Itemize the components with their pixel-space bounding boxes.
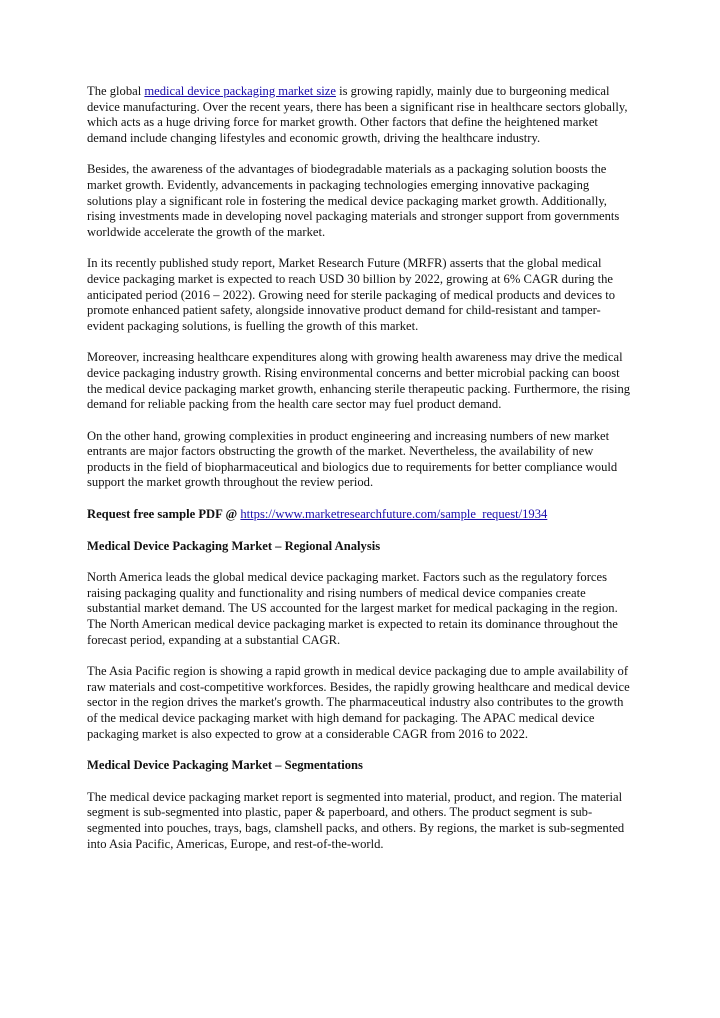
sample-request-line xyxy=(87,507,635,523)
paragraph-segmentation: The medical device packaging market report is segmented into material, product, and region. The material segment is sub-segmented into plastic, paper & paperboard, and others. The product segment is sub-segmented into pouches, trays, bags, clamshell packs, and others. By regions, the market is sub-segmented into Asia Pacific, Americas, Europe, and rest-of-the-world. xyxy=(87,789,625,851)
intro-text-after: is growing rapidly, mainly due to burgeoning medical device manufacturing. Over the recent years, there has been a significant rise in healthcare sectors globally, which acts as a huge driving force for market growth. Other factors that define the heightened market demand include changing lifestyles and economic growth, driving the healthcare industry. xyxy=(87,84,628,145)
market-size-link[interactable]: medical device packaging market size xyxy=(144,84,336,98)
intro-text-before: The global xyxy=(87,84,145,98)
paragraph-asia-pacific: The Asia Pacific region is showing a rapid growth in medical device packaging due to ample availability of raw materials and cost-competitive workforces. Besides, the rapidly growing healthcare and medical device sector in the region drives the market's growth. The pharmaceutical industry also contributes to the growth of the medical device packaging market with high demand for packaging. The APAC medical device packaging market is also expected to grow at a considerable CAGR from 2016 to 2022. xyxy=(87,664,630,741)
paragraph-north-america: North America leads the global medical device packaging market. Factors such as the regulatory forces raising packaging quality and functionality and rising numbers of medical device companies create substantial market demand. The US accounted for the largest market for medical packaging in the region. The North American medical device packaging market is expected to retain its dominance throughout the forecast period, expanding at a substantial CAGR. xyxy=(87,570,618,647)
segmentations-heading: Medical Device Packaging Market – Segmentations xyxy=(87,758,363,773)
sample-request-link[interactable]: https://www.marketresearchfuture.com/sample_request/1934 xyxy=(240,507,548,522)
paragraph-mrfr-report: In its recently published study report, Market Research Future (MRFR) asserts that the global medical device packaging market is expected to reach USD 30 billion by 2022, growing at 6% CAGR during the anticipated period (2016 – 2022). Growing need for sterile packaging of medical products and devices to promote enhanced patient safety, alongside innovative product demand for child-resistant and tamper-evident packaging solutions, is fuelling the growth of this market. xyxy=(87,256,616,333)
intro-paragraph xyxy=(87,84,635,146)
paragraph-healthcare-expenditure: Moreover, increasing healthcare expenditures along with growing health awareness may drive the medical device packaging industry growth. Rising environmental concerns and better microbial packing can boost the medical device packaging market growth, enhancing sterile therapeutic packing. Furthermore, the rising demand for reliable packing from the health care sector may fuel product demand. xyxy=(87,350,631,412)
paragraph-challenges: On the other hand, growing complexities in product engineering and increasing numbers of new market entrants are major factors obstructing the growth of the market. Nevertheless, the availability of new products in the field of biopharmaceutical and biologics due to requirements for better compliance would support the market growth throughout the review period. xyxy=(87,428,618,490)
document-body xyxy=(87,84,635,868)
regional-analysis-heading: Medical Device Packaging Market – Regional Analysis xyxy=(87,538,381,553)
paragraph-biodegradable: Besides, the awareness of the advantages of biodegradable materials as a packaging solution boosts the market growth. Evidently, advancements in packaging technologies emerging innovative packaging solutions play a significant role in fostering the medical device packaging market growth. Additionally, rising investments made in developing novel packaging materials and stronger support from governments worldwide accelerate the growth of the market. xyxy=(87,162,620,239)
sample-request-label: Request free sample PDF @ xyxy=(87,507,241,522)
